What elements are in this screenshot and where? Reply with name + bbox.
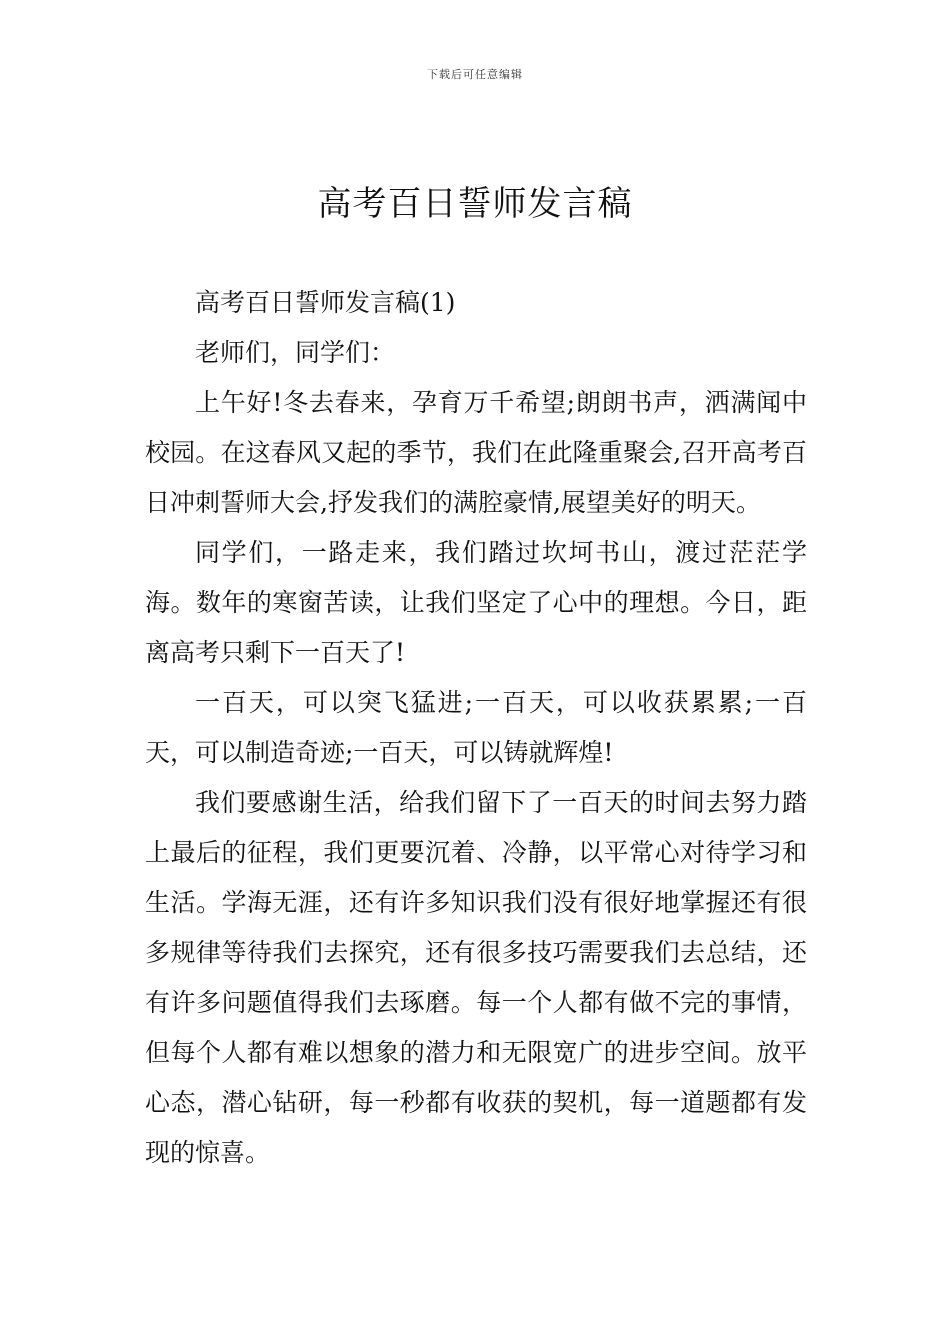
paragraph: 我们要感谢生活，给我们留下了一百天的时间去努力踏上最后的征程，我们更要沉着、冷静，以平常心对待学习和生活。学海无涯，还有许多知识我们没有很好地掌握还有很多规律等待我们去探究，还有很多技巧需要我们去总结，还有许多问题值得我们去琢磨。每一个人都有做不完的事情，但每个人都有难以想象的潜力和无限宽广的进步空间。放平心态，潜心钻研，每一秒都有收获的契机，每一道题都有发现的惊喜。	[145, 788, 807, 1167]
paragraph-subtitle: 高考百日誓师发言稿(1)	[195, 288, 456, 317]
paragraph: 一百天，可以突飞猛进;一百天，可以收获累累;一百天，可以制造奇迹;一百天，可以铸就辉煌!	[145, 688, 807, 767]
header-note: 下载后可任意编辑	[427, 68, 523, 81]
paragraph-salutation: 老师们，同学们：	[195, 338, 396, 367]
document-title: 高考百日誓师发言稿	[317, 184, 633, 224]
document-body	[145, 278, 807, 1178]
paragraph: 上午好!冬去春来，孕育万千希望;朗朗书声，洒满闻中校园。在这春风又起的季节，我们在此隆重聚会,召开高考百日冲刺誓师大会,抒发我们的满腔豪情,展望美好的明天。	[145, 388, 807, 517]
paragraph: 同学们，一路走来，我们踏过坎坷书山，渡过茫茫学海。数年的寒窗苦读，让我们坚定了心中的理想。今日，距离高考只剩下一百天了!	[145, 538, 807, 667]
